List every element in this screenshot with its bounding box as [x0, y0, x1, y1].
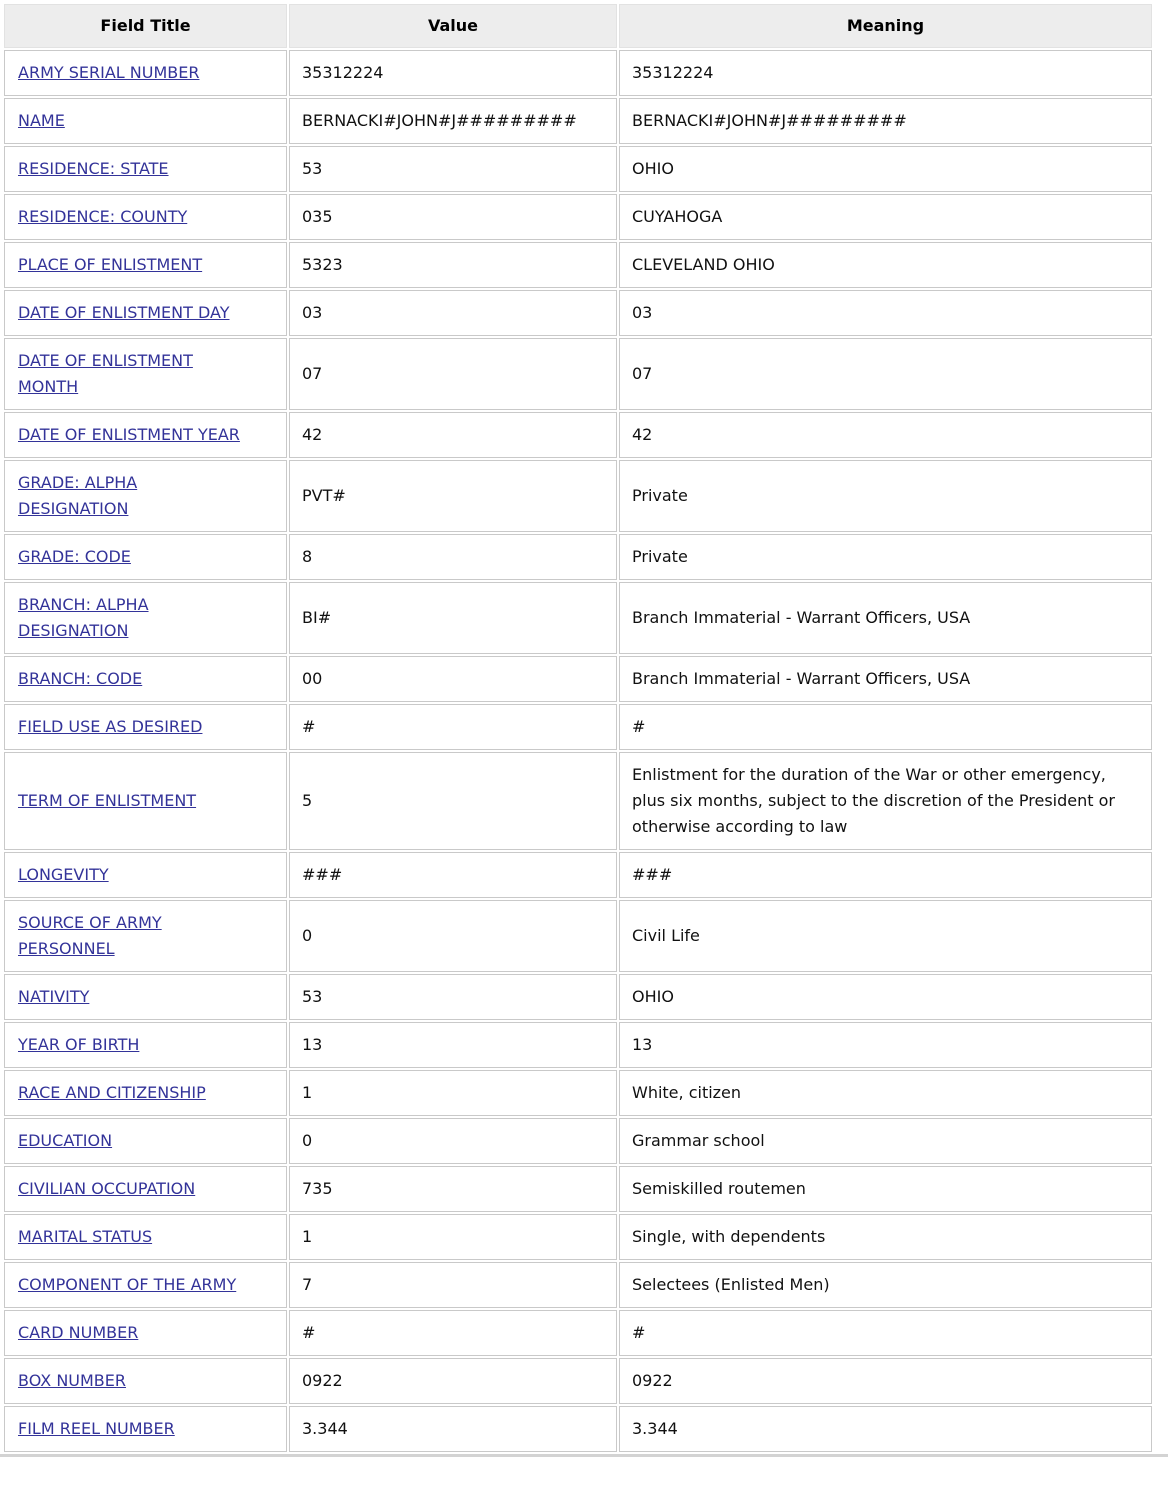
record-row [4, 1262, 1152, 1308]
field-title-cell [4, 752, 287, 850]
field-title-cell [4, 582, 287, 654]
value-cell: 07 [289, 338, 617, 410]
meaning-cell: Grammar school [619, 1118, 1152, 1164]
record-row [4, 852, 1152, 898]
meaning-cell: Enlistment for the duration of the War or other emergency, plus six months, subject to the discretion of the President or otherwise according to law [619, 752, 1152, 850]
field-title-cell [4, 1166, 287, 1212]
column-header-meaning: Meaning [619, 4, 1152, 48]
field-title-link[interactable]: MARITAL STATUS [18, 1227, 153, 1246]
value-cell: 1 [289, 1070, 617, 1116]
meaning-cell: White, citizen [619, 1070, 1152, 1116]
value-cell: 13 [289, 1022, 617, 1068]
record-row [4, 460, 1152, 532]
field-title-cell [4, 1070, 287, 1116]
column-header-value: Value [289, 4, 617, 48]
field-title-cell [4, 338, 287, 410]
record-table [2, 2, 1154, 1454]
field-title-link[interactable]: RACE AND CITIZENSHIP [18, 1083, 206, 1102]
field-title-cell [4, 1358, 287, 1404]
field-title-cell [4, 146, 287, 192]
field-title-link[interactable]: LONGEVITY [18, 865, 109, 884]
column-header-field-title: Field Title [4, 4, 287, 48]
meaning-cell: Civil Life [619, 900, 1152, 972]
field-title-link[interactable]: DATE OF ENLISTMENT YEAR [18, 425, 240, 444]
record-row [4, 900, 1152, 972]
meaning-cell: 07 [619, 338, 1152, 410]
field-title-link[interactable]: TERM OF ENLISTMENT [18, 791, 197, 810]
field-title-cell [4, 1406, 287, 1452]
field-title-cell [4, 460, 287, 532]
meaning-cell: Selectees (Enlisted Men) [619, 1262, 1152, 1308]
field-title-link[interactable]: BRANCH: ALPHA DESIGNATION [18, 595, 149, 640]
bottom-divider [0, 1454, 1168, 1457]
record-row [4, 338, 1152, 410]
record-row [4, 974, 1152, 1020]
record-row [4, 146, 1152, 192]
value-cell: 1 [289, 1214, 617, 1260]
meaning-cell: 42 [619, 412, 1152, 458]
field-title-cell [4, 194, 287, 240]
field-title-link[interactable]: GRADE: ALPHA DESIGNATION [18, 473, 138, 518]
meaning-cell: BERNACKI#JOHN#J######### [619, 98, 1152, 144]
field-title-cell [4, 242, 287, 288]
field-title-link[interactable]: RESIDENCE: STATE [18, 159, 169, 178]
meaning-cell: 03 [619, 290, 1152, 336]
header-row [4, 4, 1152, 48]
value-cell: 0922 [289, 1358, 617, 1404]
record-row [4, 50, 1152, 96]
record-row [4, 194, 1152, 240]
meaning-cell: 13 [619, 1022, 1152, 1068]
value-cell: 35312224 [289, 50, 617, 96]
record-row [4, 1214, 1152, 1260]
value-cell: 5 [289, 752, 617, 850]
value-cell: # [289, 1310, 617, 1356]
value-cell: 42 [289, 412, 617, 458]
field-title-link[interactable]: COMPONENT OF THE ARMY [18, 1275, 237, 1294]
record-row [4, 1358, 1152, 1404]
record-row [4, 290, 1152, 336]
field-title-link[interactable]: DATE OF ENLISTMENT MONTH [18, 351, 193, 396]
meaning-cell: 0922 [619, 1358, 1152, 1404]
field-title-link[interactable]: FIELD USE AS DESIRED [18, 717, 203, 736]
field-title-cell [4, 290, 287, 336]
value-cell: 00 [289, 656, 617, 702]
record-row [4, 1022, 1152, 1068]
record-row [4, 704, 1152, 750]
field-title-link[interactable]: CIVILIAN OCCUPATION [18, 1179, 196, 1198]
field-title-link[interactable]: GRADE: CODE [18, 547, 131, 566]
field-title-link[interactable]: CARD NUMBER [18, 1323, 139, 1342]
value-cell: 5323 [289, 242, 617, 288]
meaning-cell: 3.344 [619, 1406, 1152, 1452]
field-title-link[interactable]: DATE OF ENLISTMENT DAY [18, 303, 230, 322]
value-cell: # [289, 704, 617, 750]
value-cell: 0 [289, 1118, 617, 1164]
field-title-link[interactable]: NAME [18, 111, 65, 130]
field-title-link[interactable]: BRANCH: CODE [18, 669, 143, 688]
meaning-cell: Single, with dependents [619, 1214, 1152, 1260]
meaning-cell: # [619, 1310, 1152, 1356]
record-row [4, 412, 1152, 458]
field-title-link[interactable]: EDUCATION [18, 1131, 113, 1150]
value-cell: 3.344 [289, 1406, 617, 1452]
field-title-link[interactable]: BOX NUMBER [18, 1371, 126, 1390]
record-row [4, 1406, 1152, 1452]
field-title-cell [4, 704, 287, 750]
record-row [4, 1070, 1152, 1116]
record-row [4, 242, 1152, 288]
field-title-cell [4, 900, 287, 972]
field-title-link[interactable]: RESIDENCE: COUNTY [18, 207, 188, 226]
meaning-cell: # [619, 704, 1152, 750]
value-cell: 035 [289, 194, 617, 240]
value-cell: ### [289, 852, 617, 898]
record-row [4, 752, 1152, 850]
field-title-cell [4, 1214, 287, 1260]
record-row [4, 656, 1152, 702]
field-title-cell [4, 1262, 287, 1308]
value-cell: PVT# [289, 460, 617, 532]
field-title-cell [4, 656, 287, 702]
meaning-cell: OHIO [619, 146, 1152, 192]
field-title-cell [4, 974, 287, 1020]
field-title-link[interactable]: SOURCE OF ARMY PERSONNEL [18, 913, 162, 958]
record-row [4, 1310, 1152, 1356]
value-cell: 53 [289, 146, 617, 192]
field-title-cell [4, 852, 287, 898]
value-cell: BI# [289, 582, 617, 654]
meaning-cell: Private [619, 460, 1152, 532]
record-detail-page [0, 2, 1168, 1503]
meaning-cell: 35312224 [619, 50, 1152, 96]
meaning-cell: Semiskilled routemen [619, 1166, 1152, 1212]
field-title-cell [4, 412, 287, 458]
meaning-cell: Private [619, 534, 1152, 580]
value-cell: 735 [289, 1166, 617, 1212]
field-title-link[interactable]: YEAR OF BIRTH [18, 1035, 140, 1054]
record-row [4, 534, 1152, 580]
meaning-cell: ### [619, 852, 1152, 898]
meaning-cell: Branch Immaterial - Warrant Officers, USA [619, 582, 1152, 654]
record-row [4, 582, 1152, 654]
value-cell: 7 [289, 1262, 617, 1308]
field-title-cell [4, 50, 287, 96]
value-cell: BERNACKI#JOHN#J######### [289, 98, 617, 144]
record-row [4, 1118, 1152, 1164]
meaning-cell: OHIO [619, 974, 1152, 1020]
field-title-link[interactable]: PLACE OF ENLISTMENT [18, 255, 203, 274]
meaning-cell: CLEVELAND OHIO [619, 242, 1152, 288]
field-title-cell [4, 1022, 287, 1068]
field-title-link[interactable]: NATIVITY [18, 987, 90, 1006]
record-row [4, 1166, 1152, 1212]
field-title-cell [4, 1118, 287, 1164]
field-title-cell [4, 98, 287, 144]
record-table-body [4, 50, 1152, 1452]
field-title-cell [4, 534, 287, 580]
value-cell: 53 [289, 974, 617, 1020]
meaning-cell: CUYAHOGA [619, 194, 1152, 240]
value-cell: 0 [289, 900, 617, 972]
value-cell: 03 [289, 290, 617, 336]
field-title-cell [4, 1310, 287, 1356]
field-title-link[interactable]: FILM REEL NUMBER [18, 1419, 175, 1438]
record-row [4, 98, 1152, 144]
field-title-link[interactable]: ARMY SERIAL NUMBER [18, 63, 200, 82]
meaning-cell: Branch Immaterial - Warrant Officers, USA [619, 656, 1152, 702]
value-cell: 8 [289, 534, 617, 580]
